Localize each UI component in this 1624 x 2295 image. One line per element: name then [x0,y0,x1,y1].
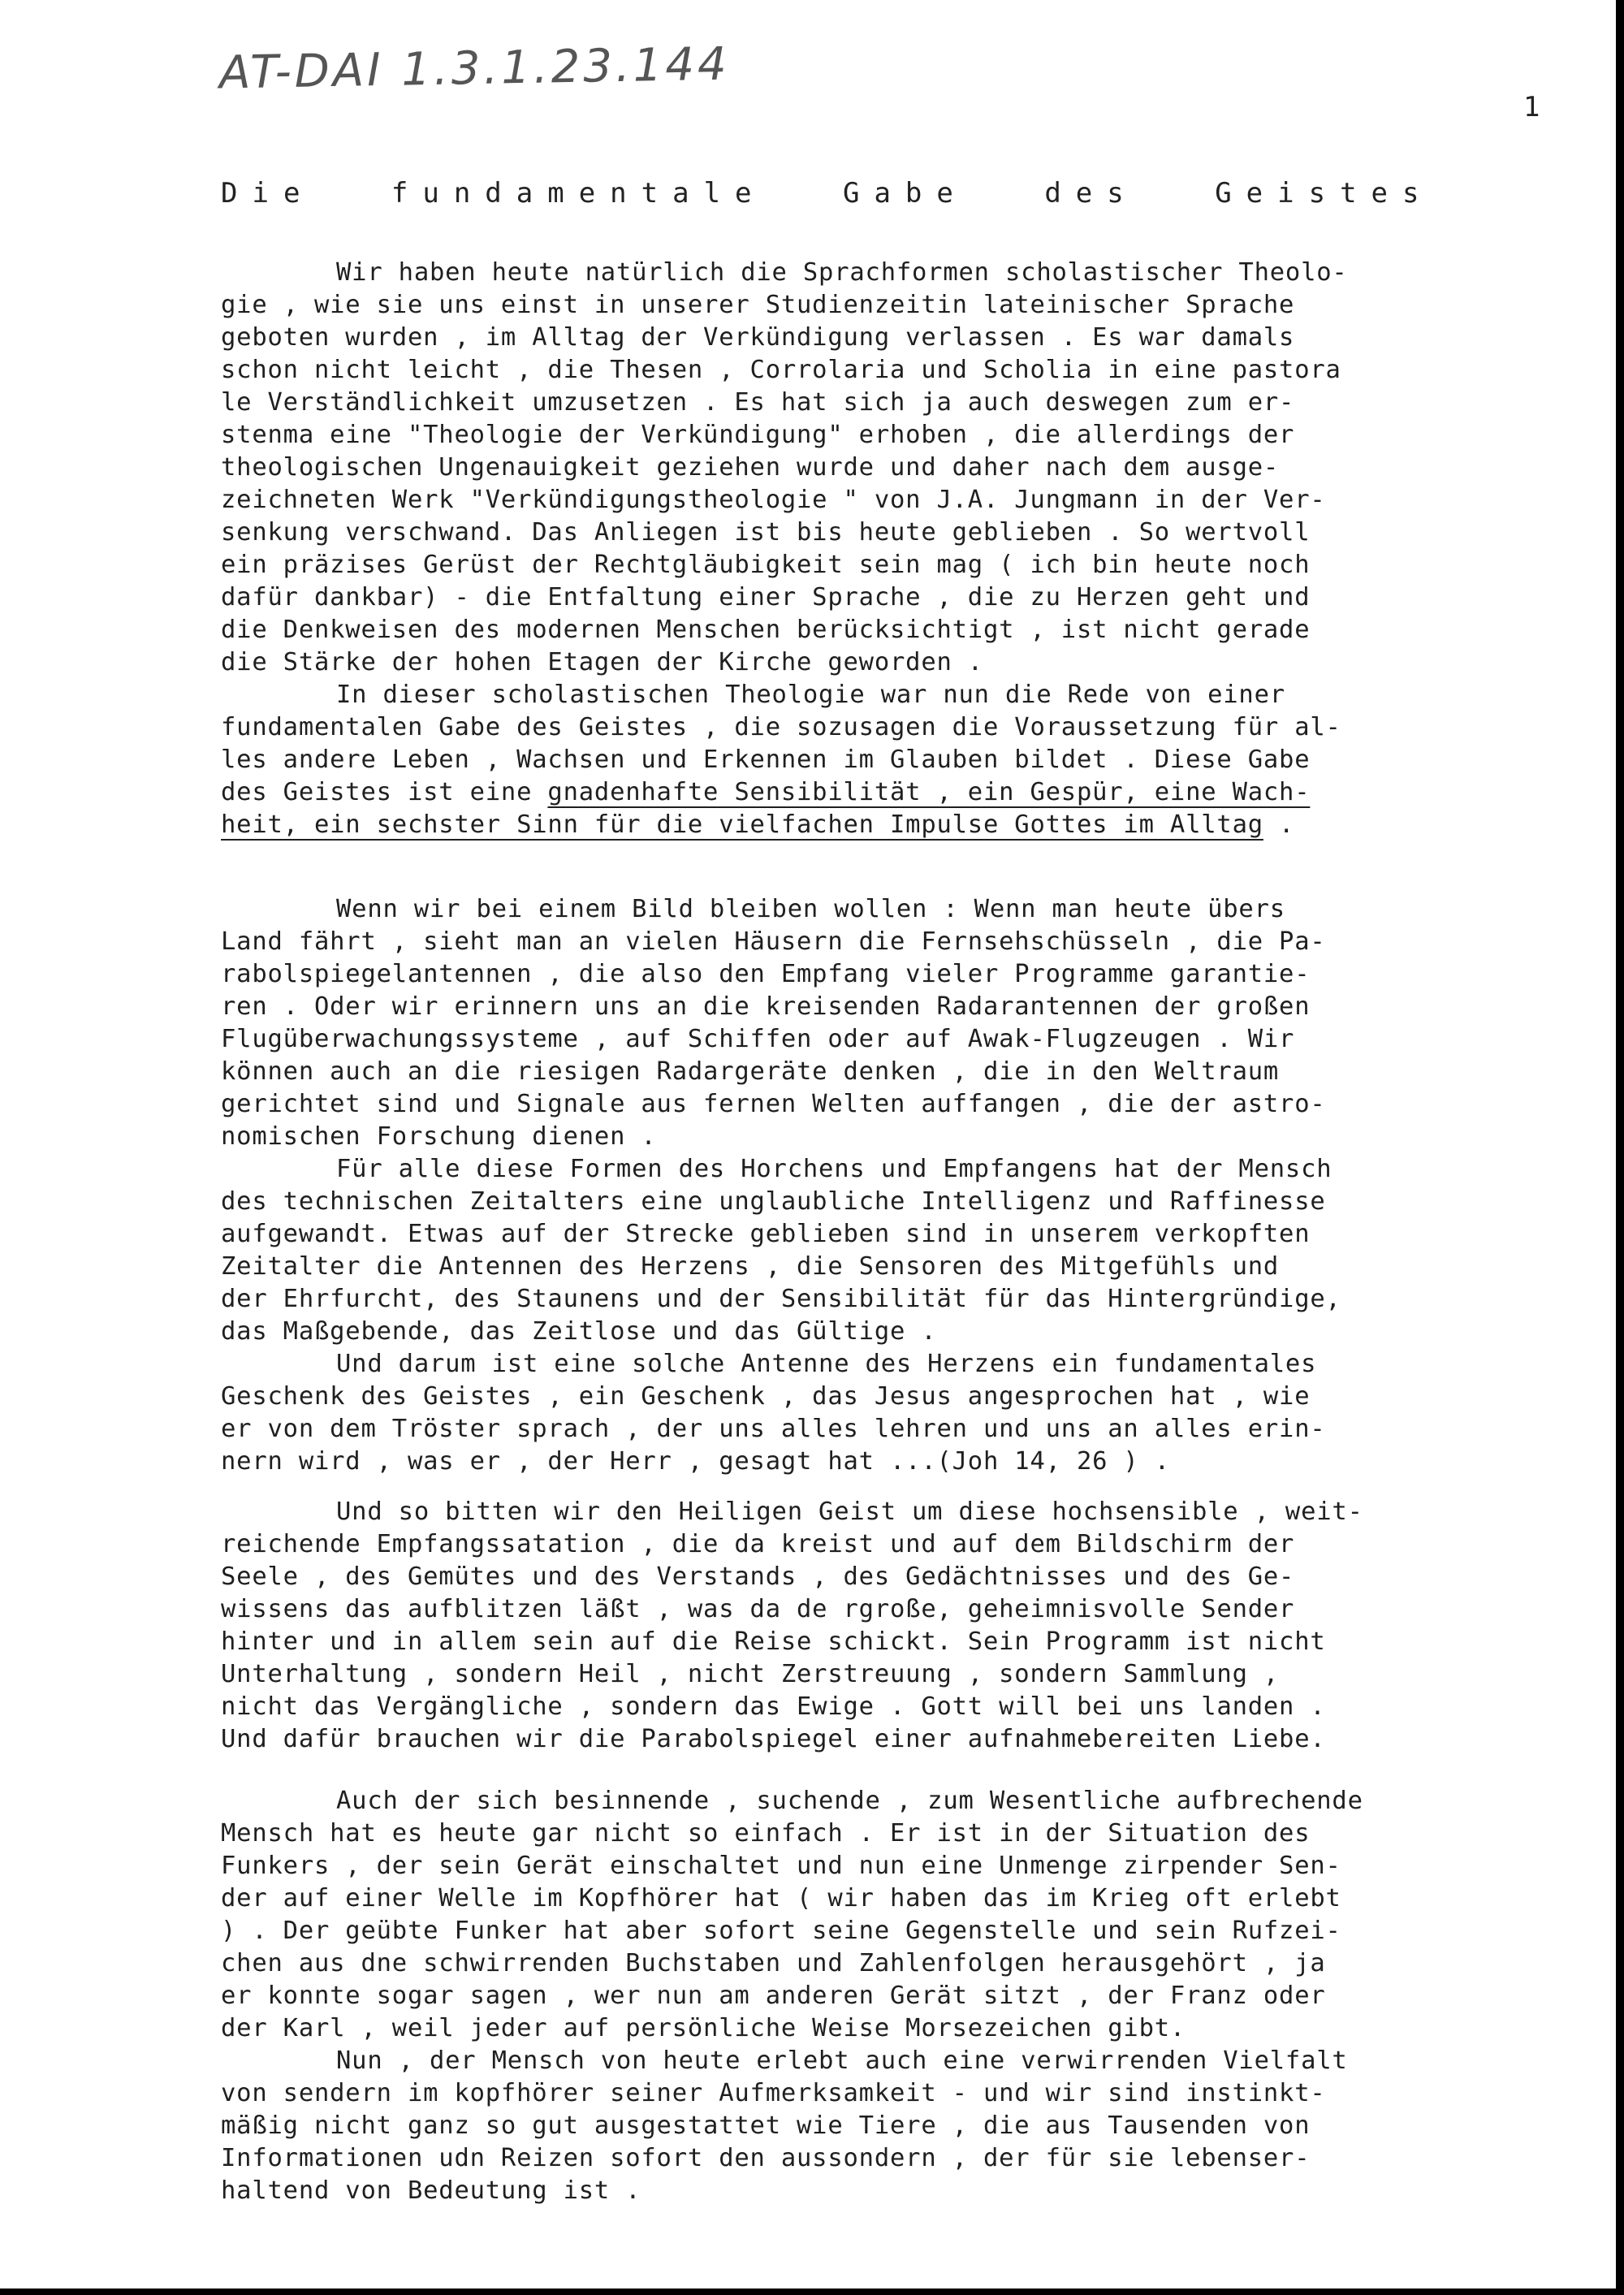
text-line: der Karl , weil jeder auf persönliche Weise Morsezeichen gibt. [221,2014,1186,2042]
text-line: wissens das aufblitzen läßt , was da de rgroße, geheimnisvolle Sender [221,1595,1295,1623]
text-line: ) . Der geübte Funker hat aber sofort seine Gegenstelle und sein Rufzei- [221,1917,1341,1945]
text-line: schon nicht leicht , die Thesen , Corrolaria und Scholia in eine pastora [221,356,1341,384]
text-line: zeichneten Werk "Verkündigungstheologie " von J.A. Jungmann in der Ver- [221,486,1326,514]
scan-border-right [1616,0,1624,2295]
text-line: gie , wie sie uns einst in unserer Studienzeitin lateinischer Sprache [221,291,1295,319]
text-line: Zeitalter die Antennen des Herzens , die Sensoren des Mitgefühls und [221,1252,1280,1281]
text-line: des technischen Zeitalters eine unglaubliche Intelligenz und Raffinesse [221,1187,1326,1216]
text-line: Wenn wir bei einem Bild bleiben wollen : Wenn man heute übers [336,895,1285,923]
text-line: Informationen udn Reizen sofort den aussondern , der für sie lebenser- [221,2144,1311,2172]
text-line: Nun , der Mensch von heute erlebt auch eine verwirrenden Vielfalt [336,2046,1348,2075]
text-line: ein präzises Gerüst der Rechtgläubigkeit sein mag ( ich bin heute noch [221,551,1311,579]
text-line: Flugüberwachungssysteme , auf Schiffen oder auf Awak-Flugzeugen . Wir [221,1025,1295,1053]
underlined-phrase: heit, ein sechster Sinn für die vielfachen Impulse Gottes im Alltag [221,810,1263,839]
text-line: fundamentalen Gabe des Geistes , die sozusagen die Voraussetzung für al- [221,713,1341,741]
paragraph-3 [221,893,1585,1153]
text-line: le Verständlichkeit umzusetzen . Es hat sich ja auch deswegen zum er- [221,388,1295,417]
paragraph-1 [221,257,1585,679]
text-fragment: . [1263,810,1295,839]
text-line: Funkers , der sein Gerät einschaltet und nun eine Unmenge zirpender Sen- [221,1852,1341,1880]
text-line-underlined [221,776,1585,809]
paragraph-8 [221,2045,1585,2207]
text-line: Und dafür brauchen wir die Parabolspiegel einer aufnahmebereiten Liebe. [221,1725,1326,1753]
paragraph-6 [221,1496,1585,1756]
text-line: er konnte sogar sagen , wer nun am anderen Gerät sitzt , der Franz oder [221,1982,1326,2010]
scan-border-bottom [0,2289,1624,2295]
text-line: Und so bitten wir den Heiligen Geist um diese hochsensible , weit- [336,1498,1363,1526]
text-line: nicht das Vergängliche , sondern das Ewige . Gott will bei uns landen . [221,1692,1326,1721]
text-line: chen aus dne schwirrenden Buchstaben und Zahlenfolgen herausgehört , ja [221,1949,1326,1977]
text-line-underlined [221,809,1585,841]
text-line: die Denkweisen des modernen Menschen berücksichtigt , ist nicht gerade [221,616,1311,644]
text-line: gerichtet sind und Signale aus fernen Welten auffangen , die der astro- [221,1090,1326,1118]
text-line: können auch an die riesigen Radargeräte denken , die in den Weltraum [221,1057,1280,1086]
text-line: von sendern im kopfhörer seiner Aufmerksamkeit - und wir sind instinkt- [221,2079,1326,2107]
text-line: reichende Empfangssatation , die da kreist und auf dem Bildschirm der [221,1530,1295,1558]
text-line: der auf einer Welle im Kopfhörer hat ( wir haben das im Krieg oft erlebt [221,1884,1341,1912]
text-line: In dieser scholastischen Theologie war nun die Rede von einer [336,681,1285,709]
text-line: dafür dankbar) - die Entfaltung einer Sprache , die zu Herzen geht und [221,583,1311,612]
text-line: theologischen Ungenauigkeit geziehen wurde und daher nach dem ausge- [221,453,1280,482]
text-line: aufgewandt. Etwas auf der Strecke geblieben sind in unserem verkopften [221,1220,1311,1248]
text-line: Land fährt , sieht man an vielen Häusern die Fernsehschüsseln , die Pa- [221,927,1326,956]
paragraph-7 [221,1785,1585,2045]
text-line: stenma eine "Theologie der Verkündigung" erhoben , die allerdings der [221,421,1295,449]
paragraph-2 [221,679,1585,841]
text-line: nomischen Forschung dienen . [221,1122,657,1151]
text-line: Auch der sich besinnende , suchende , zum Wesentliche aufbrechende [336,1787,1363,1815]
text-line: die Stärke der hohen Etagen der Kirche geworden . [221,648,983,676]
paragraph-5 [221,1348,1585,1478]
text-line: Und darum ist eine solche Antenne des Herzens ein fundamentales [336,1350,1317,1378]
text-line: mäßig nicht ganz so gut ausgestattet wie Tiere , die aus Tausenden von [221,2111,1311,2140]
text-line: das Maßgebende, das Zeitlose und das Gültige . [221,1317,937,1346]
text-line: rabolspiegelantennen , die also den Empfang vieler Programme garantie- [221,960,1311,988]
paragraph-4 [221,1153,1585,1348]
text-line: nern wird , was er , der Herr , gesagt hat ...(Joh 14, 26 ) . [221,1447,1170,1476]
text-line: der Ehrfurcht, des Staunens und der Sensibilität für das Hintergründige, [221,1285,1341,1313]
text-line: ren . Oder wir erinnern uns an die kreisenden Radarantennen der großen [221,992,1311,1021]
underlined-phrase: gnadenhafte Sensibilität , ein Gespür, eine Wach- [547,778,1311,806]
text-fragment: des Geistes ist eine [221,778,548,806]
text-line: Wir haben heute natürlich die Sprachformen scholastischer Theolo- [336,258,1348,287]
text-line: les andere Leben , Wachsen und Erkennen im Glauben bildet . Diese Gabe [221,746,1311,774]
page-number: 1 [1523,91,1540,123]
text-line: hinter und in allem sein auf die Reise schickt. Sein Programm ist nicht [221,1627,1326,1656]
text-line: geboten wurden , im Alltag der Verkündigung verlassen . Es war damals [221,323,1295,352]
text-line: Geschenk des Geistes , ein Geschenk , das Jesus angesprochen hat , wie [221,1382,1311,1411]
text-line: Mensch hat es heute gar nicht so einfach . Er ist in der Situation des [221,1819,1311,1848]
document-title: Die fundamentale Gabe des Geistes [221,177,1434,210]
text-line: senkung verschwand. Das Anliegen ist bis heute geblieben . So wertvoll [221,518,1311,547]
text-line: Für alle diese Formen des Horchens und Empfangens hat der Mensch [336,1155,1332,1183]
text-line: haltend von Bedeutung ist . [221,2176,641,2205]
archive-signature: AT-DAI 1.3.1.23.144 [218,37,731,100]
text-line: er von dem Tröster sprach , der uns alles lehren und uns an alles erin- [221,1415,1326,1443]
text-line: Seele , des Gemütes und des Verstands , des Gedächtnisses und des Ge- [221,1562,1295,1591]
text-line: Unterhaltung , sondern Heil , nicht Zerstreuung , sondern Sammlung , [221,1660,1280,1688]
